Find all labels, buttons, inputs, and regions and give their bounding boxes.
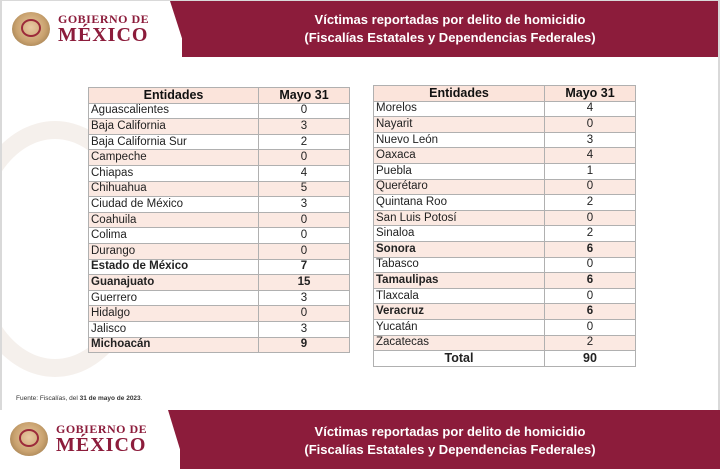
table-row: [374, 163, 636, 179]
value-cell: 0: [259, 306, 350, 322]
source-note: [16, 395, 142, 402]
value-cell: 3: [259, 321, 350, 337]
mexico-seal-icon: [12, 12, 50, 46]
value-cell: 3: [259, 197, 350, 213]
government-logo: [2, 1, 182, 57]
table-row: [374, 148, 636, 164]
entity-cell: Aguascalientes: [89, 103, 259, 119]
entity-cell: Quintana Roo: [374, 195, 545, 211]
table-row: [89, 181, 350, 197]
column-header-value: Mayo 31: [545, 86, 636, 102]
footer-government-logo: [0, 410, 180, 469]
page-title: Víctimas reportadas por delito de homicidio: [314, 12, 586, 27]
entity-cell: Michoacán: [89, 337, 259, 353]
column-header-entity: Entidades: [89, 88, 259, 104]
page-subtitle: (Fiscalías Estatales y Dependencias Federales): [304, 30, 596, 45]
logo-line2: MÉXICO: [58, 24, 149, 46]
value-cell: 4: [545, 101, 636, 117]
table-row: [374, 288, 636, 304]
table-row: [89, 259, 350, 275]
value-cell: 2: [545, 226, 636, 242]
entity-cell: Nuevo León: [374, 132, 545, 148]
table-row: [89, 165, 350, 181]
value-cell: 3: [259, 119, 350, 135]
table-header-row: [374, 86, 636, 102]
value-cell: 0: [545, 319, 636, 335]
footer-logo-line1: GOBIERNO DE: [56, 422, 148, 436]
entity-cell: Durango: [89, 243, 259, 259]
value-cell: 0: [545, 288, 636, 304]
table-row: [374, 210, 636, 226]
source-date: 31 de mayo de 2023: [79, 395, 141, 402]
value-cell: 0: [545, 210, 636, 226]
footer-logo-line2: MÉXICO: [56, 434, 147, 456]
entity-cell: Zacatecas: [374, 335, 545, 351]
column-header-value: Mayo 31: [259, 88, 350, 104]
entity-cell: Coahuila: [89, 212, 259, 228]
entity-cell: Yucatán: [374, 319, 545, 335]
entity-cell: Baja California Sur: [89, 134, 259, 150]
table-row: [89, 337, 350, 353]
value-cell: 0: [259, 103, 350, 119]
value-cell: 0: [259, 243, 350, 259]
entity-cell: Puebla: [374, 163, 545, 179]
report-slide: [2, 1, 718, 410]
entity-cell: Morelos: [374, 101, 545, 117]
value-cell: 6: [545, 273, 636, 289]
table-row: [374, 195, 636, 211]
entity-cell: Tlaxcala: [374, 288, 545, 304]
table-row: [374, 319, 636, 335]
value-cell: 3: [259, 290, 350, 306]
value-cell: 4: [259, 165, 350, 181]
value-cell: 0: [545, 179, 636, 195]
entity-cell: Colima: [89, 228, 259, 244]
entity-cell: Sonora: [374, 241, 545, 257]
entity-cell: Veracruz: [374, 304, 545, 320]
value-cell: 4: [545, 148, 636, 164]
table-row: [89, 212, 350, 228]
table-row: [89, 197, 350, 213]
entity-cell: Tamaulipas: [374, 273, 545, 289]
table-row: [89, 321, 350, 337]
table-row: [374, 241, 636, 257]
entity-cell: Hidalgo: [89, 306, 259, 322]
entity-cell: Ciudad de México: [89, 197, 259, 213]
entity-cell: Oaxaca: [374, 148, 545, 164]
entity-cell: Sinaloa: [374, 226, 545, 242]
table-row: [374, 132, 636, 148]
total-value: 90: [545, 351, 636, 367]
table-header-row: [89, 88, 350, 104]
table-row: [89, 275, 350, 291]
value-cell: 0: [545, 257, 636, 273]
entity-cell: Jalisco: [89, 321, 259, 337]
table-row: [89, 306, 350, 322]
entity-cell: Baja California: [89, 119, 259, 135]
entity-cell: Querétaro: [374, 179, 545, 195]
table-row: [374, 273, 636, 289]
value-cell: 3: [545, 132, 636, 148]
table-row: [89, 290, 350, 306]
value-cell: 2: [545, 195, 636, 211]
mexico-seal-icon: [10, 422, 48, 456]
table-row: [89, 103, 350, 119]
value-cell: 2: [259, 134, 350, 150]
value-cell: 7: [259, 259, 350, 275]
entity-cell: Tabasco: [374, 257, 545, 273]
table-row: [89, 150, 350, 166]
entity-cell: Chihuahua: [89, 181, 259, 197]
value-cell: 0: [259, 150, 350, 166]
logo-line1: GOBIERNO DE: [58, 12, 150, 26]
table-row: [374, 257, 636, 273]
table-row: [374, 304, 636, 320]
table-row: [89, 228, 350, 244]
slide-footer: [0, 410, 720, 469]
entity-cell: Nayarit: [374, 117, 545, 133]
entity-cell: Guanajuato: [89, 275, 259, 291]
value-cell: 2: [545, 335, 636, 351]
source-prefix: Fuente: Fiscalías, del: [16, 395, 80, 402]
value-cell: 9: [259, 337, 350, 353]
value-cell: 6: [545, 304, 636, 320]
table-row: [374, 117, 636, 133]
footer-title: Víctimas reportadas por delito de homicidio: [314, 424, 586, 439]
table-row: [374, 101, 636, 117]
total-row: [374, 351, 636, 367]
table-row: [374, 179, 636, 195]
value-cell: 0: [259, 212, 350, 228]
value-cell: 6: [545, 241, 636, 257]
entity-cell: Campeche: [89, 150, 259, 166]
total-label: Total: [374, 351, 545, 367]
entity-cell: Estado de México: [89, 259, 259, 275]
column-header-entity: Entidades: [374, 86, 545, 102]
footer-banner: [180, 410, 720, 469]
value-cell: 5: [259, 181, 350, 197]
table-right: [373, 85, 636, 367]
value-cell: 0: [259, 228, 350, 244]
source-suffix: .: [140, 395, 143, 402]
table-row: [89, 119, 350, 135]
table-row: [374, 226, 636, 242]
value-cell: 1: [545, 163, 636, 179]
entity-cell: San Luis Potosí: [374, 210, 545, 226]
footer-subtitle: (Fiscalías Estatales y Dependencias Federales): [304, 442, 596, 457]
table-row: [89, 243, 350, 259]
value-cell: 0: [545, 117, 636, 133]
table-left: [88, 87, 350, 353]
value-cell: 15: [259, 275, 350, 291]
entity-cell: Chiapas: [89, 165, 259, 181]
table-row: [89, 134, 350, 150]
entity-cell: Guerrero: [89, 290, 259, 306]
slide-header: [2, 1, 718, 57]
table-row: [374, 335, 636, 351]
title-banner: [182, 1, 718, 57]
